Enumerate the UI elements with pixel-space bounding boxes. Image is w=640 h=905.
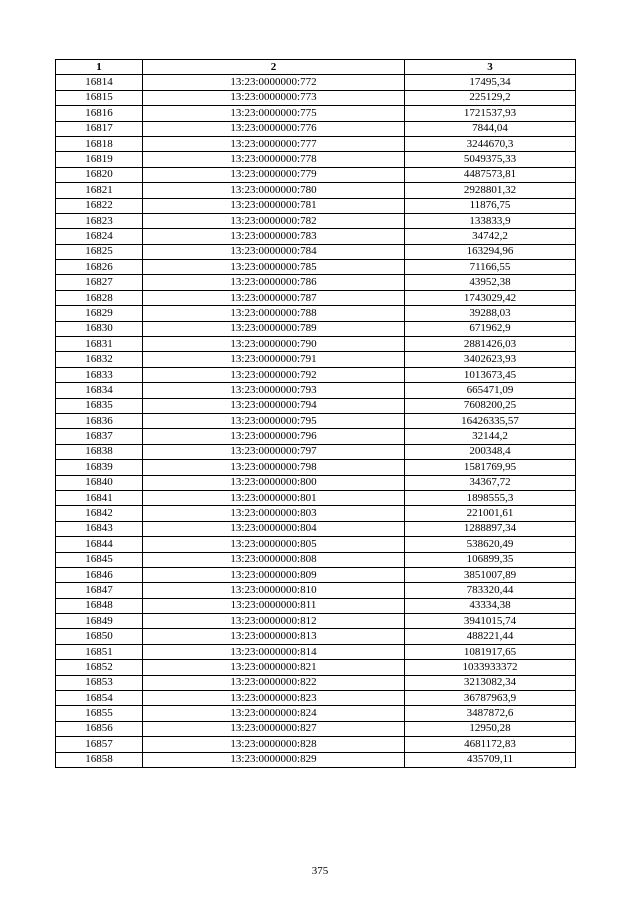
row-number-cell: 16854 [56, 691, 143, 706]
table-row [56, 598, 576, 613]
table-row [56, 213, 576, 228]
value-cell: 7844,04 [405, 121, 576, 136]
column-header-2: 2 [143, 60, 405, 75]
table-row [56, 367, 576, 382]
cadastral-number-cell: 13:23:0000000:801 [143, 490, 405, 505]
data-table [55, 59, 576, 768]
value-cell: 106899,35 [405, 552, 576, 567]
cadastral-number-cell: 13:23:0000000:813 [143, 629, 405, 644]
table-row [56, 567, 576, 582]
row-number-cell: 16832 [56, 352, 143, 367]
table-row [56, 660, 576, 675]
row-number-cell: 16826 [56, 260, 143, 275]
value-cell: 1033933372 [405, 660, 576, 675]
row-number-cell: 16849 [56, 614, 143, 629]
table-row [56, 167, 576, 182]
cadastral-number-cell: 13:23:0000000:795 [143, 413, 405, 428]
row-number-cell: 16825 [56, 244, 143, 259]
row-number-cell: 16818 [56, 136, 143, 151]
row-number-cell: 16839 [56, 460, 143, 475]
cadastral-number-cell: 13:23:0000000:804 [143, 521, 405, 536]
table-row [56, 737, 576, 752]
value-cell: 1743029,42 [405, 290, 576, 305]
cadastral-number-cell: 13:23:0000000:781 [143, 198, 405, 213]
cadastral-number-cell: 13:23:0000000:796 [143, 429, 405, 444]
cadastral-number-cell: 13:23:0000000:812 [143, 614, 405, 629]
page-number: 375 [311, 865, 329, 877]
row-number-cell: 16829 [56, 306, 143, 321]
value-cell: 43334,38 [405, 598, 576, 613]
row-number-cell: 16850 [56, 629, 143, 644]
column-header-3: 3 [405, 60, 576, 75]
cadastral-number-cell: 13:23:0000000:805 [143, 537, 405, 552]
table-body [56, 75, 576, 768]
value-cell: 36787963,9 [405, 691, 576, 706]
cadastral-number-cell: 13:23:0000000:779 [143, 167, 405, 182]
value-cell: 221001,61 [405, 506, 576, 521]
value-cell: 163294,96 [405, 244, 576, 259]
row-number-cell: 16827 [56, 275, 143, 290]
table-row [56, 75, 576, 90]
row-number-cell: 16830 [56, 321, 143, 336]
value-cell: 11876,75 [405, 198, 576, 213]
table-row [56, 183, 576, 198]
value-cell: 71166,55 [405, 260, 576, 275]
cadastral-number-cell: 13:23:0000000:788 [143, 306, 405, 321]
cadastral-number-cell: 13:23:0000000:814 [143, 644, 405, 659]
row-number-cell: 16858 [56, 752, 143, 767]
table-row [56, 444, 576, 459]
row-number-cell: 16814 [56, 75, 143, 90]
cadastral-number-cell: 13:23:0000000:790 [143, 337, 405, 352]
cadastral-number-cell: 13:23:0000000:783 [143, 229, 405, 244]
row-number-cell: 16853 [56, 675, 143, 690]
row-number-cell: 16821 [56, 183, 143, 198]
cadastral-number-cell: 13:23:0000000:824 [143, 706, 405, 721]
value-cell: 3402623,93 [405, 352, 576, 367]
row-number-cell: 16828 [56, 290, 143, 305]
value-cell: 39288,03 [405, 306, 576, 321]
cadastral-number-cell: 13:23:0000000:811 [143, 598, 405, 613]
value-cell: 225129,2 [405, 90, 576, 105]
value-cell: 16426335,57 [405, 413, 576, 428]
cadastral-number-cell: 13:23:0000000:778 [143, 152, 405, 167]
value-cell: 200348,4 [405, 444, 576, 459]
value-cell: 7608200,25 [405, 398, 576, 413]
cadastral-number-cell: 13:23:0000000:780 [143, 183, 405, 198]
cadastral-number-cell: 13:23:0000000:797 [143, 444, 405, 459]
row-number-cell: 16855 [56, 706, 143, 721]
row-number-cell: 16835 [56, 398, 143, 413]
table-row [56, 675, 576, 690]
row-number-cell: 16822 [56, 198, 143, 213]
table-row [56, 644, 576, 659]
cadastral-number-cell: 13:23:0000000:773 [143, 90, 405, 105]
row-number-cell: 16824 [56, 229, 143, 244]
value-cell: 1581769,95 [405, 460, 576, 475]
cadastral-number-cell: 13:23:0000000:809 [143, 567, 405, 582]
value-cell: 3487872,6 [405, 706, 576, 721]
value-cell: 1288897,34 [405, 521, 576, 536]
cadastral-number-cell: 13:23:0000000:786 [143, 275, 405, 290]
value-cell: 1081917,65 [405, 644, 576, 659]
table-row [56, 614, 576, 629]
row-number-cell: 16844 [56, 537, 143, 552]
row-number-cell: 16852 [56, 660, 143, 675]
row-number-cell: 16851 [56, 644, 143, 659]
cadastral-number-cell: 13:23:0000000:798 [143, 460, 405, 475]
row-number-cell: 16846 [56, 567, 143, 582]
value-cell: 538620,49 [405, 537, 576, 552]
row-number-cell: 16820 [56, 167, 143, 182]
table-row [56, 398, 576, 413]
table-row [56, 583, 576, 598]
row-number-cell: 16848 [56, 598, 143, 613]
cadastral-number-cell: 13:23:0000000:782 [143, 213, 405, 228]
cadastral-number-cell: 13:23:0000000:772 [143, 75, 405, 90]
table-row [56, 475, 576, 490]
value-cell: 3851007,89 [405, 567, 576, 582]
value-cell: 665471,09 [405, 383, 576, 398]
table-row [56, 383, 576, 398]
cadastral-number-cell: 13:23:0000000:791 [143, 352, 405, 367]
table-row [56, 229, 576, 244]
value-cell: 488221,44 [405, 629, 576, 644]
column-header-1: 1 [56, 60, 143, 75]
table-row [56, 413, 576, 428]
cadastral-number-cell: 13:23:0000000:808 [143, 552, 405, 567]
value-cell: 34367,72 [405, 475, 576, 490]
table-row [56, 260, 576, 275]
row-number-cell: 16836 [56, 413, 143, 428]
value-cell: 1898555,3 [405, 490, 576, 505]
cadastral-number-cell: 13:23:0000000:828 [143, 737, 405, 752]
row-number-cell: 16845 [56, 552, 143, 567]
table-row [56, 275, 576, 290]
row-number-cell: 16817 [56, 121, 143, 136]
cadastral-number-cell: 13:23:0000000:792 [143, 367, 405, 382]
row-number-cell: 16841 [56, 490, 143, 505]
cadastral-number-cell: 13:23:0000000:821 [143, 660, 405, 675]
cadastral-number-cell: 13:23:0000000:785 [143, 260, 405, 275]
row-number-cell: 16833 [56, 367, 143, 382]
table-row [56, 490, 576, 505]
table-row [56, 337, 576, 352]
table-row [56, 752, 576, 767]
row-number-cell: 16815 [56, 90, 143, 105]
table-row [56, 321, 576, 336]
table-row [56, 629, 576, 644]
value-cell: 671962,9 [405, 321, 576, 336]
table-row [56, 352, 576, 367]
row-number-cell: 16834 [56, 383, 143, 398]
table-row [56, 198, 576, 213]
table-row [56, 537, 576, 552]
cadastral-number-cell: 13:23:0000000:794 [143, 398, 405, 413]
table-row [56, 290, 576, 305]
row-number-cell: 16840 [56, 475, 143, 490]
row-number-cell: 16856 [56, 721, 143, 736]
row-number-cell: 16819 [56, 152, 143, 167]
value-cell: 3213082,34 [405, 675, 576, 690]
row-number-cell: 16857 [56, 737, 143, 752]
table-row [56, 306, 576, 321]
value-cell: 1721537,93 [405, 106, 576, 121]
row-number-cell: 16843 [56, 521, 143, 536]
value-cell: 2881426,03 [405, 337, 576, 352]
value-cell: 783320,44 [405, 583, 576, 598]
value-cell: 43952,38 [405, 275, 576, 290]
table-row [56, 706, 576, 721]
table-row [56, 106, 576, 121]
cadastral-number-cell: 13:23:0000000:784 [143, 244, 405, 259]
table-row [56, 521, 576, 536]
cadastral-number-cell: 13:23:0000000:775 [143, 106, 405, 121]
cadastral-number-cell: 13:23:0000000:823 [143, 691, 405, 706]
row-number-cell: 16842 [56, 506, 143, 521]
cadastral-number-cell: 13:23:0000000:787 [143, 290, 405, 305]
table-row [56, 460, 576, 475]
cadastral-number-cell: 13:23:0000000:827 [143, 721, 405, 736]
value-cell: 133833,9 [405, 213, 576, 228]
cadastral-number-cell: 13:23:0000000:810 [143, 583, 405, 598]
cadastral-number-cell: 13:23:0000000:793 [143, 383, 405, 398]
cadastral-number-cell: 13:23:0000000:800 [143, 475, 405, 490]
value-cell: 5049375,33 [405, 152, 576, 167]
cadastral-number-cell: 13:23:0000000:776 [143, 121, 405, 136]
cadastral-number-cell: 13:23:0000000:777 [143, 136, 405, 151]
row-number-cell: 16837 [56, 429, 143, 444]
table-row [56, 552, 576, 567]
value-cell: 34742,2 [405, 229, 576, 244]
value-cell: 2928801,32 [405, 183, 576, 198]
cadastral-number-cell: 13:23:0000000:803 [143, 506, 405, 521]
table-row [56, 121, 576, 136]
value-cell: 4681172,83 [405, 737, 576, 752]
value-cell: 1013673,45 [405, 367, 576, 382]
cadastral-number-cell: 13:23:0000000:822 [143, 675, 405, 690]
table-row [56, 244, 576, 259]
table-row [56, 90, 576, 105]
row-number-cell: 16816 [56, 106, 143, 121]
table-row [56, 691, 576, 706]
table-row [56, 136, 576, 151]
value-cell: 3941015,74 [405, 614, 576, 629]
value-cell: 4487573,81 [405, 167, 576, 182]
value-cell: 3244670,3 [405, 136, 576, 151]
table-row [56, 506, 576, 521]
table-row [56, 152, 576, 167]
row-number-cell: 16847 [56, 583, 143, 598]
cadastral-number-cell: 13:23:0000000:789 [143, 321, 405, 336]
row-number-cell: 16823 [56, 213, 143, 228]
row-number-cell: 16831 [56, 337, 143, 352]
cadastral-number-cell: 13:23:0000000:829 [143, 752, 405, 767]
value-cell: 17495,34 [405, 75, 576, 90]
table-row [56, 721, 576, 736]
value-cell: 435709,11 [405, 752, 576, 767]
value-cell: 12950,28 [405, 721, 576, 736]
row-number-cell: 16838 [56, 444, 143, 459]
table-row [56, 429, 576, 444]
header-row [56, 60, 576, 75]
value-cell: 32144,2 [405, 429, 576, 444]
